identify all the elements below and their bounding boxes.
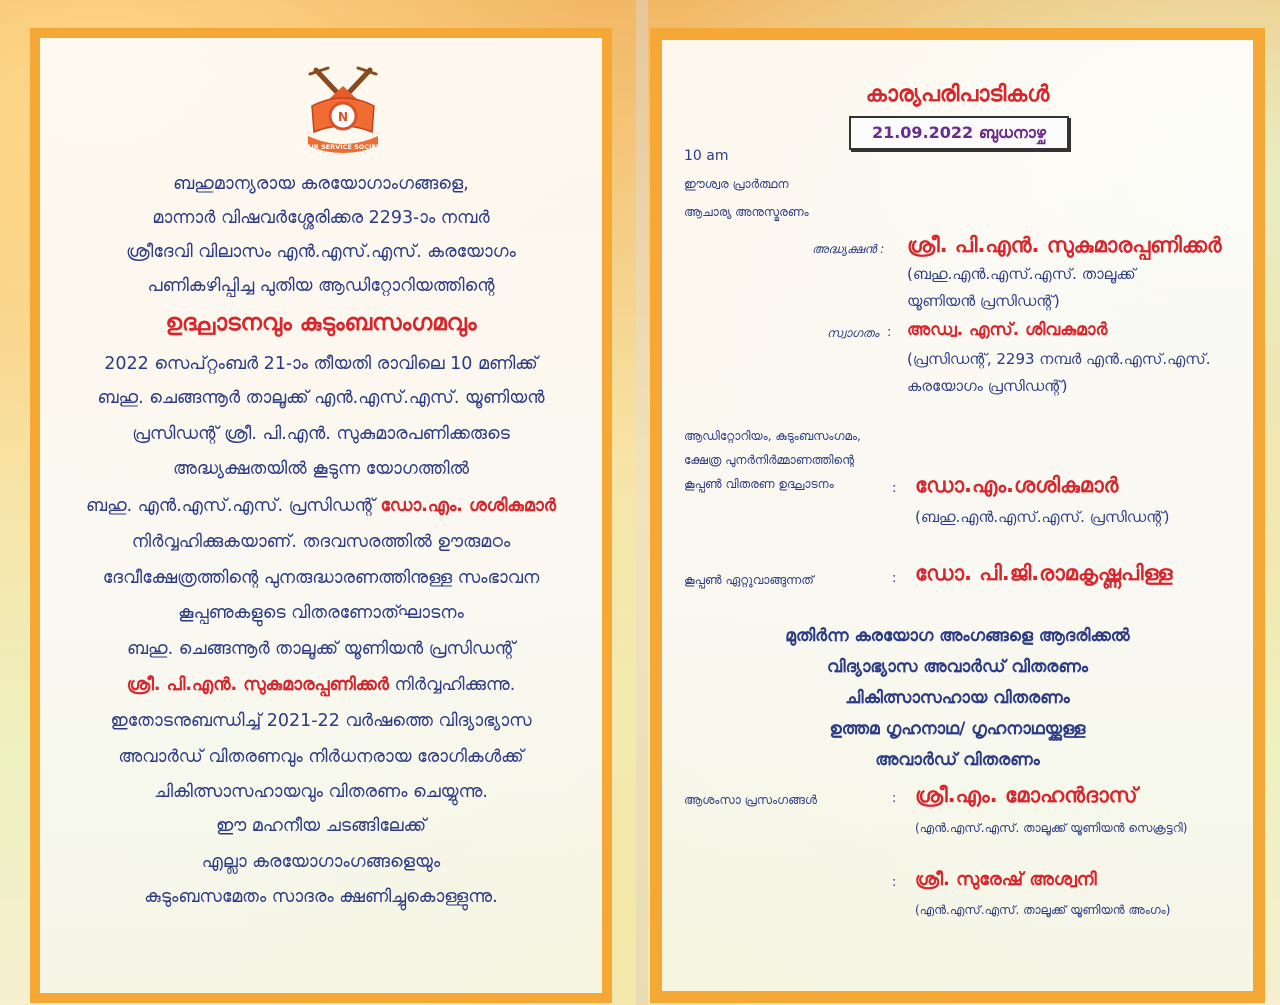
guest-name: ശ്രീ. പി.എൻ. സുകുമാരപ്പണിക്കർ xyxy=(126,675,389,695)
start-time: 10 am xyxy=(684,148,729,164)
text-line: എല്ലാ കരയോഗാംഗങ്ങളെയും xyxy=(201,852,441,872)
felicitation-label: ആശംസാ പ്രസംഗങ്ങൾ xyxy=(684,793,817,807)
programme-highlight: വിദ്യാഭ്യാസ അവാർഡ് വിതരണം xyxy=(826,657,1089,677)
welcome-name: അഡ്വ. എസ്. ശിവകുമാർ xyxy=(907,320,1108,340)
text-line: ബഹു. ചെങ്ങന്നൂർ താലൂക്ക് എൻ.എസ്.എസ്. യൂണിയൻ xyxy=(97,388,545,408)
text-line: ഇതോടനുബന്ധിച്ച് 2021-22 വർഷത്തെ വിദ്യാഭ്യാസ xyxy=(110,711,532,731)
welcome-desc: കരയോഗം പ്രസിഡന്റ്) xyxy=(907,377,1068,395)
text-line: ബഹു. ചെങ്ങന്നൂർ താലൂക്ക് യൂണിയൻ പ്രസിഡന്റ് xyxy=(126,639,516,659)
text-line: പ്രസിഡന്റ് ശ്രീ. പി.എൻ. സുകുമാരപണിക്കരുടെ xyxy=(132,424,510,444)
presiding-desc: (ബഹു.എൻ.എസ്.എസ്. താലൂക്ക് xyxy=(907,265,1136,283)
inauguration-label: ആഡിറ്റോറിയം, കുടുംബസംഗമം, xyxy=(684,429,861,443)
colon: : xyxy=(887,325,892,340)
inauguration-label: ക്ഷേത്ര പുനർനിർമ്മാണത്തിന്റെ xyxy=(684,453,855,467)
presiding-name: ശ്രീ. പി.എൻ. സുകുമാരപ്പണിക്കർ xyxy=(907,233,1222,257)
felicitation-speaker-name: ശ്രീ. സുരേഷ് അശ്വനി xyxy=(915,869,1097,890)
text-line: ഈ മഹനീയ ചടങ്ങിലേക്ക് xyxy=(215,816,427,836)
guest-name: ഡോ.എം. ശശികുമാർ xyxy=(380,496,556,516)
text-line: ദേവീക്ഷേത്രത്തിന്റെ പുനരുദ്ധാരണത്തിനുള്ള സംഭാവന xyxy=(102,568,540,588)
text-segment: ബഹു. എൻ.എസ്.എസ്. പ്രസിഡന്റ് xyxy=(86,496,381,516)
text-line: ചികിത്സാസഹായവും വിതരണം ചെയ്യുന്നു. xyxy=(154,782,488,802)
text-line: നിർവ്വഹിക്കുകയാണ്. തദവസരത്തിൽ ഊരുമഠം xyxy=(131,532,511,552)
coupon-recipient-name: ഡോ. പി.ജി.രാമകൃഷ്ണപിള്ള xyxy=(915,561,1173,585)
text-line xyxy=(40,496,602,516)
text-line: അവാർഡ് വിതരണവും നിർധനരായ രോഗികൾക്ക് xyxy=(118,747,524,767)
felicitation-speaker-desc: (എൻ.എസ്.എസ്. താലൂക്ക് യൂണിയൻ സെക്രട്ടറി) xyxy=(915,821,1188,835)
event-headline: ഉദ്ഘാടനവും കുടുംബസംഗമവും xyxy=(165,310,477,336)
closing-line: കുടുംബസമേതം സാദരം ക്ഷണിച്ചുകൊള്ളുന്നു. xyxy=(144,887,498,907)
programme-highlight: മുതിർന്ന കരയോഗ അംഗങ്ങളെ ആദരിക്കൽ xyxy=(785,626,1130,646)
text-line: അദ്ധ്യക്ഷതയിൽ കൂടുന്ന യോഗത്തിൽ xyxy=(172,459,470,479)
invitation-card xyxy=(30,28,612,1003)
inauguration-name: ഡോ.എം.ശശികുമാർ xyxy=(915,473,1119,497)
svg-text:NAIR SERVICE SOCIETY: NAIR SERVICE SOCIETY xyxy=(300,143,386,151)
presiding-label: അദ്ധ്യക്ഷൻ : xyxy=(812,242,885,256)
svg-text:N: N xyxy=(337,110,349,124)
welcome-label: സ്വാഗതം xyxy=(827,326,880,340)
programme-highlight: ചികിത്സാസഹായ വിതരണം xyxy=(845,688,1070,708)
colon: : xyxy=(892,481,897,496)
programme-highlight: അവാർഡ് വിതരണം xyxy=(875,750,1040,770)
colon: : xyxy=(892,875,897,890)
welcome-desc: (പ്രസിഡന്റ്, 2293 നമ്പർ എൻ.എസ്.എസ്. xyxy=(907,350,1211,368)
text-line xyxy=(40,675,602,695)
programme-card xyxy=(650,28,1265,1003)
colon: : xyxy=(892,791,897,806)
felicitation-speaker-name: ശ്രീ.എം. മോഹൻദാസ് xyxy=(915,783,1138,807)
text-segment: നിർവ്വഹിക്കുന്നു. xyxy=(388,675,516,695)
text-line: കൂപ്പണുകളുടെ വിതരണോത്ഘാടനം xyxy=(178,603,464,623)
inauguration-desc: (ബഹു.എൻ.എസ്.എസ്. പ്രസിഡന്റ്) xyxy=(915,508,1170,526)
programme-item: ഈശ്വര പ്രാർത്ഥന xyxy=(684,177,789,191)
presiding-desc: യൂണിയൻ പ്രസിഡന്റ്) xyxy=(907,292,1060,310)
nss-logo-icon xyxy=(298,62,388,162)
greeting-line: ബഹുമാന്യരായ കരയോഗാംഗങ്ങളെ, xyxy=(173,174,469,194)
text-line: പണികഴിപ്പിച്ച പുതിയ ആഡിറ്റോറിയത്തിന്റെ xyxy=(147,276,495,296)
inauguration-label: കൂപ്പൺ വിതരണ ഉദ്ഘാടനം xyxy=(684,477,834,491)
colon: : xyxy=(892,571,897,586)
programme-title: കാര്യപരിപാടികൾ xyxy=(865,82,1050,107)
date-box: 21.09.2022 ബുധനാഴ്ച xyxy=(849,116,1069,150)
felicitation-speaker-desc: (എൻ.എസ്.എസ്. താലൂക്ക് യൂണിയൻ അംഗം) xyxy=(915,903,1171,917)
programme-item: ആചാര്യ അനുസ്മരണം xyxy=(684,205,809,219)
programme-highlight: ഉത്തമ ഗൃഹനാഥ/ ഗൃഹനാഥയ്ക്കുള്ള xyxy=(829,719,1086,739)
page-gutter xyxy=(636,0,648,1005)
coupon-label: കൂപ്പൺ ഏറ്റുവാങ്ങുന്നത് xyxy=(684,573,814,587)
text-line: 2022 സെപ്റ്റംബർ 21-ാം തീയതി രാവിലെ 10 മണിക്ക് xyxy=(104,354,538,374)
text-line: മാന്നാർ വിഷവർശ്ശേരിക്കര 2293-ാം നമ്പർ xyxy=(152,208,490,228)
text-line: ശ്രീദേവി വിലാസം എൻ.എസ്.എസ്. കരയോഗം xyxy=(126,242,516,262)
